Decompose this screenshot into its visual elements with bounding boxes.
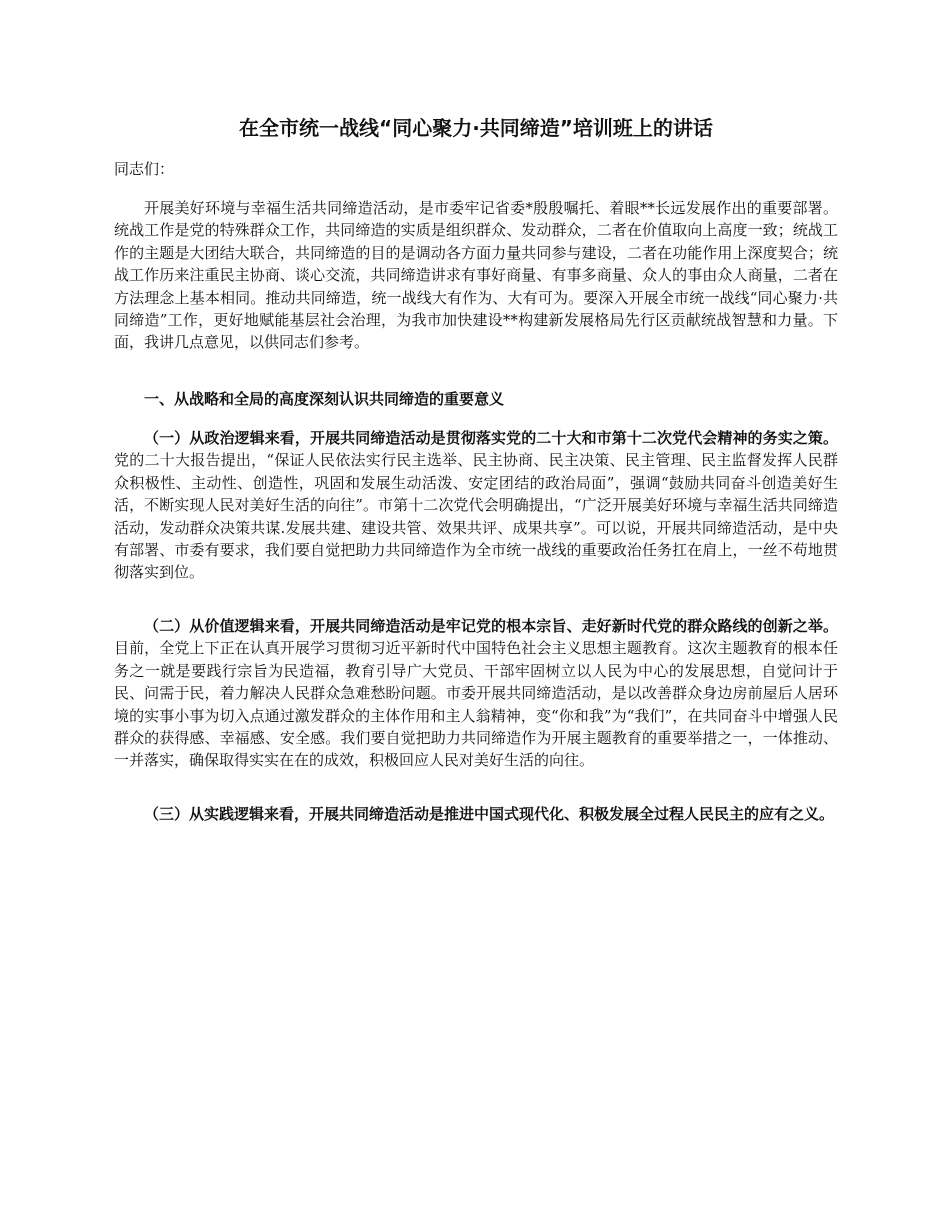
subsection-three-paragraph	[114, 803, 838, 825]
subsection-three-lead: （三）从实践逻辑来看，开展共同缔造活动是推进中国式现代化、积极发展全过程人民民主的应有之义。	[144, 805, 835, 823]
subsection-one-lead: （一）从政治逻辑来看，开展共同缔造活动是贯彻落实党的二十大和市第十二次党代会精神的务实之策。	[144, 429, 838, 447]
subsection-one-paragraph	[114, 427, 838, 584]
intro-paragraph: 开展美好环境与幸福生活共同缔造活动，是市委牢记省委*殷殷嘱托、着眼**长远发展作出的重要部署。统战工作是党的特殊群众工作，共同缔造的实质是组织群众、发动群众，二者在价值取向上高度一致；统战工作的主题是大团结大联合，共同缔造的目的是调动各方面力量共同参与建设，二者在功能作用上深度契合；统战工作历来注重民主协商、谈心交流，共同缔造讲求有事好商量、有事多商量、众人的事由众人商量，二者在方法理念上基本相同。推动共同缔造，统一战线大有作为、大有可为。要深入开展全市统一战线“同心聚力·共同缔造”工作，更好地赋能基层社会治理，为我市加快建设**构建新发展格局先行区贡献统战智慧和力量。下面，我讲几点意见，以供同志们参考。	[114, 199, 838, 352]
subsection-two-lead: （二）从价值逻辑来看，开展共同缔造活动是牢记党的根本宗旨、走好新时代党的群众路线的创新之举。	[144, 617, 838, 635]
subsection-two-body: 目前，全党上下正在认真开展学习贯彻习近平新时代中国特色社会主义思想主题教育。这次主题教育的根本任务之一就是要践行宗旨为民造福，教育引导广大党员、干部牢固树立以人民为中心的发展思想，自觉问计于民、问需于民，着力解决人民群众急难愁盼问题。市委开展共同缔造活动，是以改善群众身边房前屋后人居环境的实事小事为切入点通过激发群众的主体作用和主人翁精神，变“你和我”为“我们”，在共同奋斗中增强人民群众的获得感、幸福感、安全感。我们要自觉把助力共同缔造作为开展主题教育的重要举措之一，一体推动、一并落实，确保取得实实在在的成效，积极回应人民对美好生活的向往。	[114, 639, 838, 770]
subsection-one-body: 党的二十大报告提出，“保证人民依法实行民主选举、民主协商、民主决策、民主管理、民主监督发挥人民群众积极性、主动性、创造性，巩固和发展生动活泼、安定团结的政治局面”，强调“鼓励共同奋斗创造美好生活，不断实现人民对美好生活的向往”。市第十二次党代会明确提出，“广泛开展美好环境与幸福生活共同缔造活动，发动群众决策共谋.发展共建、建设共管、效果共评、成果共享”。可以说，开展共同缔造活动，是中央有部署、市委有要求，我们要自觉把助力共同缔造作为全市统一战线的重要政治任务扛在肩上，一丝不苟地贯彻落实到位。	[114, 451, 838, 582]
document-page	[114, 0, 838, 1230]
subsection-two-paragraph	[114, 615, 838, 772]
salutation: 同志们：	[114, 160, 175, 178]
document-title: 在全市统一战线“同心聚力·共同缔造”培训班上的讲话	[239, 116, 713, 140]
section-heading-one: 一、从战略和全局的高度深刻认识共同缔造的重要意义	[144, 390, 505, 408]
